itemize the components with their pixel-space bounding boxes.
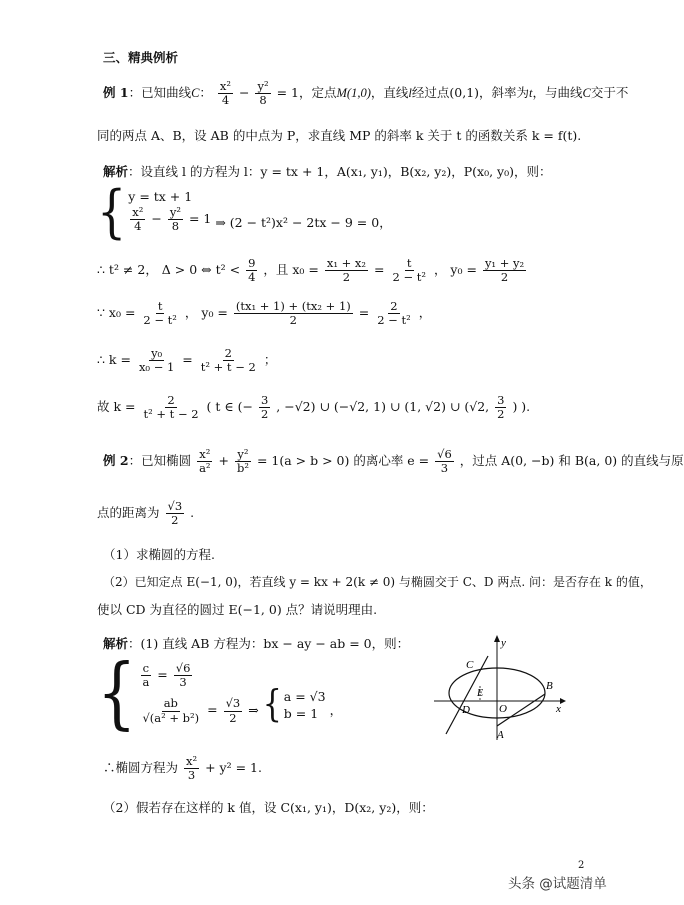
y-axis-arrow — [494, 635, 500, 642]
fraction — [483, 257, 526, 284]
point: (0,1) — [449, 85, 480, 101]
label-y: y — [501, 637, 506, 649]
denominator: 2 — [342, 270, 351, 285]
ellipse-diagram — [428, 632, 568, 742]
text: ：设直线 l 的方程为 l：y = tx + 1，A(x₁, y₁)，B(x₂, y₂)，P(x₀, y₀)，则： — [128, 164, 552, 179]
system-rows — [138, 662, 244, 725]
text: ∴椭圆方程为 — [103, 760, 179, 776]
denominator: 4 — [221, 93, 230, 108]
solution2-system — [97, 647, 343, 739]
system-row: b = 1 — [283, 706, 319, 722]
page-number: 2 — [578, 860, 585, 871]
text: = — [358, 305, 370, 321]
denominator: 3 — [440, 461, 449, 476]
numerator: y² — [257, 79, 269, 93]
numerator: 9 — [248, 256, 256, 270]
example1-label: 例 1 — [103, 85, 129, 101]
denominator: 2 — [289, 313, 297, 328]
denominator: 2 — [260, 407, 269, 422]
numerator: x² — [199, 447, 211, 461]
question2-line2: 使以 CD 为直径的圆过 E(−1, 0) 点？请说明理由. — [97, 602, 378, 617]
equation-system — [97, 647, 244, 739]
question2-line1: （2）已知定点 E(−1, 0)，若直线 y = kx + 2(k ≠ 0) 与椭圆交于 C、D 两点. 问：是否存在 k 的值， — [103, 575, 652, 589]
label-a: A — [497, 729, 504, 741]
text: 交于不 — [590, 85, 629, 101]
text: = 1(a > b > 0) 的离心率 e = — [256, 453, 430, 469]
system-row — [128, 206, 211, 233]
text: ， — [418, 305, 432, 321]
fraction — [224, 697, 243, 724]
system-row — [138, 697, 244, 724]
fraction — [141, 300, 179, 327]
numerator: t — [157, 299, 163, 313]
numerator: √3 — [167, 499, 183, 513]
denominator: b² — [236, 461, 249, 476]
denominator: 3 — [179, 675, 187, 690]
denominator: 4 — [134, 219, 142, 233]
label-d: D — [462, 704, 470, 716]
text: ， y₀ = — [433, 262, 477, 278]
text: ⇒ — [248, 702, 259, 718]
numerator: √3 — [225, 696, 241, 711]
solution1-line4 — [97, 300, 431, 327]
curve-symbol: C — [191, 86, 200, 101]
denominator: t² + t − 2 — [143, 407, 199, 422]
text: ∵ x₀ = — [97, 305, 136, 321]
denominator: √(a² + b²) — [142, 710, 200, 725]
text: = — [374, 262, 385, 278]
label-e: E — [477, 688, 484, 699]
label-x: x — [556, 703, 561, 715]
solution1-line6 — [97, 394, 530, 421]
example1-statement-line2: 同的两点 A、B，设 AB 的中点为 P，求直线 MP 的斜率 k 关于 t 的函数关系 k = f(t). — [97, 128, 582, 143]
text: ∴ t² ≠ 2， Δ > 0 ⇔ t² < — [97, 262, 241, 278]
fraction — [375, 300, 413, 327]
text: ： — [199, 85, 212, 101]
point-m: M(1,0) — [336, 86, 371, 101]
fraction — [137, 347, 176, 374]
text: ， — [329, 702, 343, 718]
fraction — [140, 697, 201, 724]
solution1-line5 — [97, 347, 276, 374]
equation-system — [97, 177, 212, 245]
solution2-ellipse-result — [103, 755, 262, 782]
text: ，斜率为 — [479, 85, 530, 101]
question1: （1）求椭圆的方程. — [103, 547, 215, 562]
example1-statement-line1 — [103, 80, 628, 107]
text: ⇒ (2 − t²)x² − 2tx − 9 = 0， — [215, 215, 392, 230]
numerator: (tx₁ + 1) + (tx₂ + 1) — [235, 299, 351, 313]
text: ：已知曲线 — [128, 85, 192, 101]
text: = 1 — [188, 211, 212, 226]
text: ∴ k = — [97, 352, 131, 368]
fraction — [168, 206, 183, 233]
section-title: 三、精典例析 — [103, 50, 179, 65]
denominator: 2 − t² — [377, 313, 411, 328]
text: 故 k = — [97, 399, 136, 415]
fraction — [184, 755, 199, 782]
label-c: C — [466, 659, 474, 671]
fraction — [255, 80, 270, 107]
denominator: 8 — [259, 93, 267, 108]
label-b: B — [546, 680, 553, 692]
numerator: t — [406, 256, 412, 270]
numerator: √6 — [437, 447, 452, 461]
numerator: c — [142, 661, 150, 675]
numerator: 2 — [224, 346, 232, 360]
solution1-line1 — [103, 164, 552, 179]
numerator: 2 — [390, 299, 398, 313]
denominator: 2 — [171, 513, 179, 528]
text: ， y₀ = — [184, 305, 228, 321]
numerator: √6 — [175, 661, 191, 675]
text: ； — [263, 352, 277, 368]
text: = — [207, 702, 218, 718]
text: + y² = 1. — [205, 760, 262, 776]
fraction — [140, 662, 151, 689]
numerator: x² — [132, 204, 144, 219]
example2-statement-line1 — [103, 448, 684, 475]
fraction — [246, 257, 257, 284]
denominator: 2 — [500, 270, 509, 285]
numerator: y₁ + y₂ — [484, 256, 525, 270]
numerator: ab — [163, 696, 178, 711]
fraction — [166, 500, 185, 527]
denominator: x₀ − 1 — [138, 360, 175, 375]
denominator: 4 — [248, 270, 256, 285]
text: = — [157, 667, 168, 683]
text: 经过点 — [411, 85, 450, 101]
solution1-system — [97, 177, 392, 245]
denominator: 3 — [187, 768, 196, 783]
fraction — [435, 448, 454, 475]
numerator: y² — [237, 447, 249, 461]
text: ，定点 — [298, 85, 337, 101]
fraction — [235, 448, 251, 475]
system-rows — [128, 189, 211, 233]
line-symbol: l — [408, 86, 412, 101]
system-rows — [284, 689, 326, 721]
fraction — [218, 80, 233, 107]
label-o: O — [499, 703, 507, 715]
text: 点的距离为 — [97, 505, 160, 521]
text: ( t ∈ (− — [206, 399, 253, 415]
text: ，过点 A(0, −b) 和 B(a, 0) 的直线与原 — [459, 453, 684, 469]
numerator: 3 — [260, 393, 269, 407]
text: ：(1) 直线 AB 方程为：bx − ay − ab = 0，则： — [128, 636, 410, 651]
text: = 1 — [276, 85, 299, 101]
fraction — [495, 394, 506, 421]
numerator: y² — [169, 204, 181, 219]
numerator: y₀ — [151, 346, 163, 360]
fraction — [234, 300, 353, 327]
text: , −√2) ∪ (−√2, 1) ∪ (1, √2) ∪ (√2, — [276, 399, 490, 415]
left-brace: { — [97, 177, 127, 245]
numerator: 2 — [167, 393, 175, 407]
text: − — [151, 211, 162, 226]
left-brace: { — [262, 682, 282, 727]
denominator: 2 — [229, 710, 237, 725]
text: = — [182, 352, 193, 368]
x-axis-arrow — [560, 698, 566, 704]
watermark: 头条 @试题清单 — [508, 876, 607, 892]
system-row: y = tx + 1 — [128, 188, 193, 204]
denominator: 2 − t² — [143, 313, 177, 328]
denominator: a — [142, 675, 150, 690]
solution2-line1 — [103, 636, 409, 651]
text: ，直线 — [370, 85, 409, 101]
denominator: t² + t − 2 — [200, 360, 256, 375]
curve-symbol: C — [582, 86, 591, 101]
fraction — [259, 394, 270, 421]
system-row: a = √3 — [283, 689, 326, 705]
text: ) ). — [512, 399, 531, 415]
solution-label: 解析 — [103, 164, 129, 179]
result-system — [262, 682, 326, 727]
text: − — [239, 85, 250, 101]
text: . — [190, 505, 195, 521]
text: ，与曲线 — [532, 85, 583, 101]
fraction — [199, 347, 258, 374]
fraction — [141, 394, 200, 421]
fraction — [197, 448, 212, 475]
denominator: a² — [199, 461, 211, 476]
fraction — [390, 257, 428, 284]
numerator: x² — [186, 754, 198, 768]
fraction — [325, 257, 368, 284]
denominator: 2 − t² — [392, 270, 426, 285]
fraction — [174, 662, 193, 689]
solution1-line3 — [97, 257, 528, 284]
solution2-part2: （2）假若存在这样的 k 值，设 C(x₁, y₁)，D(x₂, y₂)，则： — [103, 800, 434, 815]
system-row — [138, 662, 244, 689]
t-symbol: t — [529, 86, 533, 101]
numerator: x² — [219, 79, 232, 93]
example2-label: 例 2 — [103, 453, 129, 469]
text: ：已知椭圆 — [128, 453, 192, 469]
denominator: 8 — [171, 219, 180, 233]
fraction — [130, 206, 145, 233]
numerator: x₁ + x₂ — [326, 256, 367, 270]
denominator: 2 — [497, 407, 505, 422]
numerator: 3 — [497, 393, 505, 407]
left-brace: { — [97, 647, 137, 739]
text: + — [218, 453, 229, 469]
solution-label: 解析 — [103, 636, 129, 651]
example2-statement-line2 — [97, 500, 194, 527]
text: ，且 x₀ = — [263, 262, 319, 278]
